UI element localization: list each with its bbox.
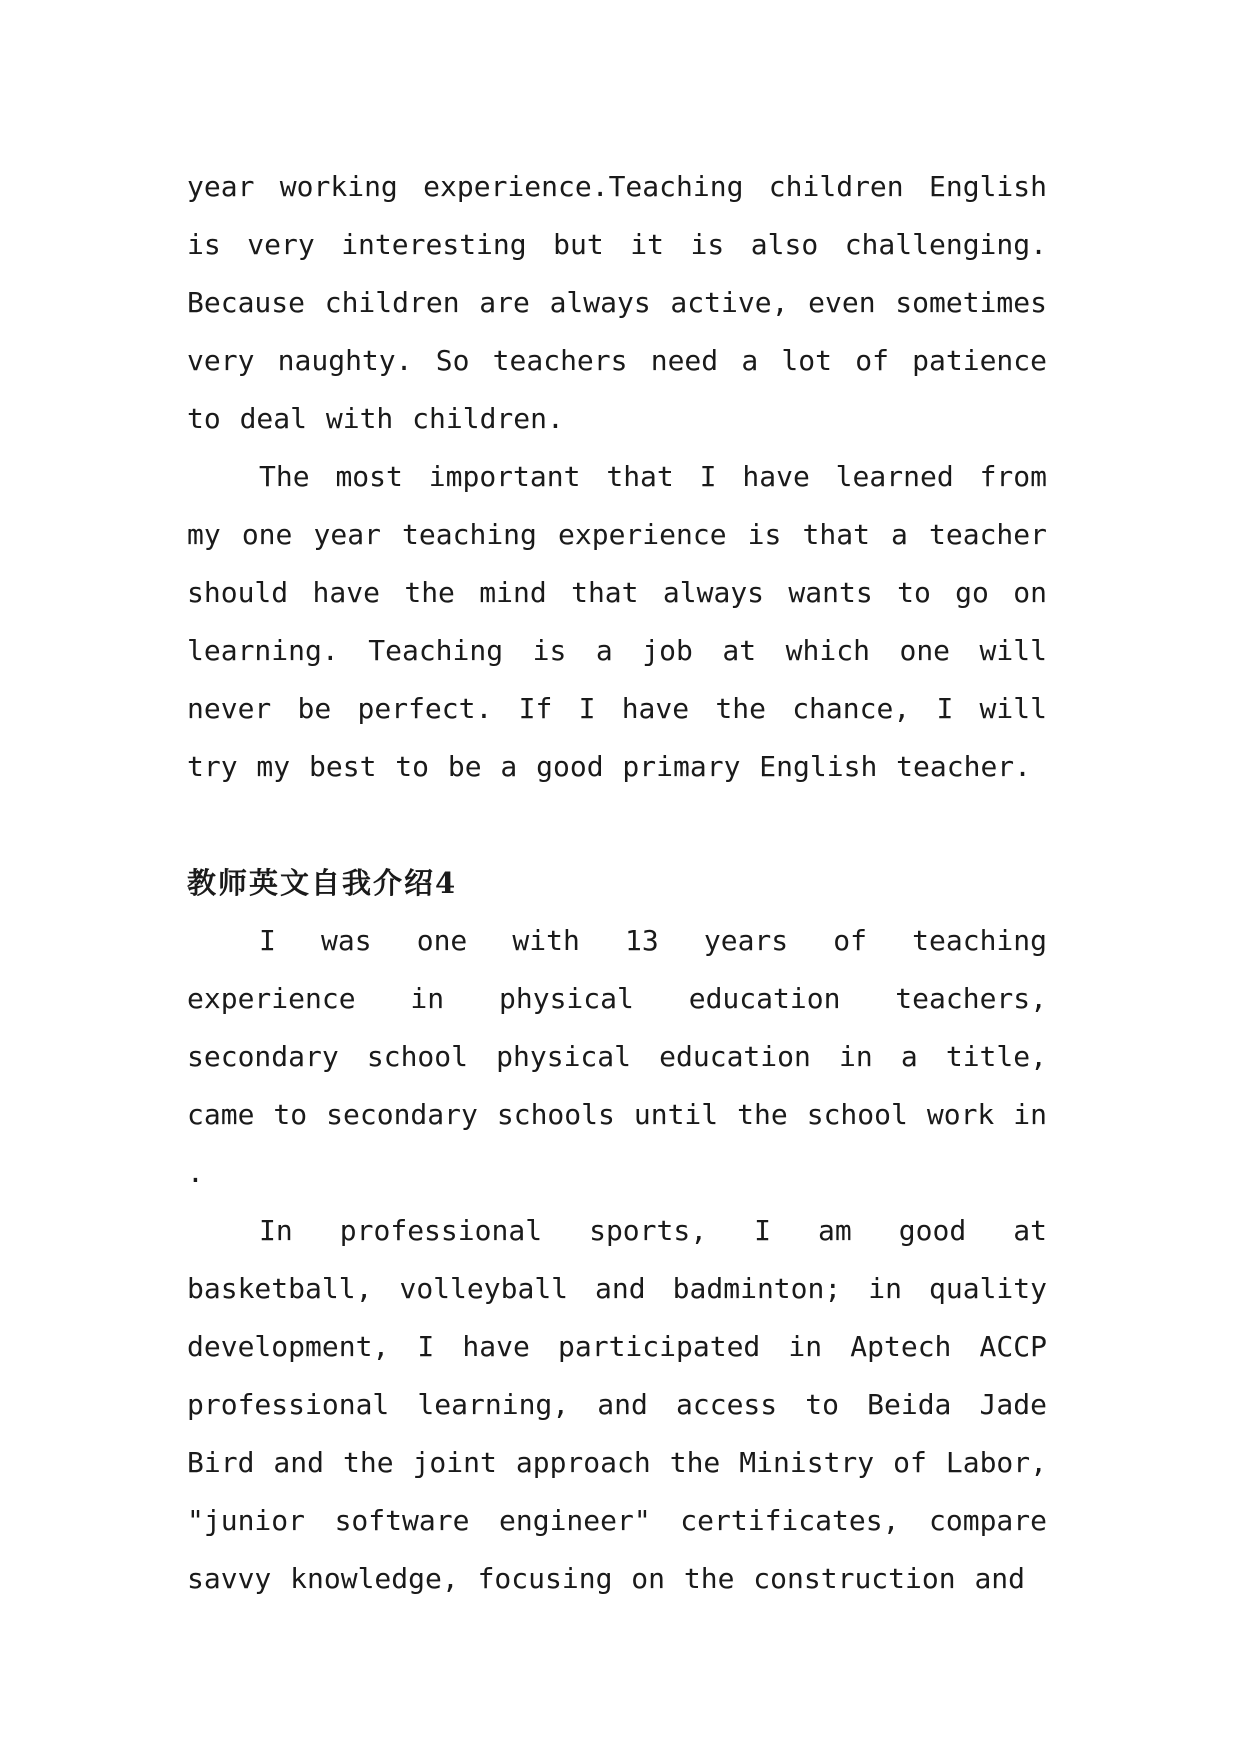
document-body xyxy=(187,158,1047,1608)
paragraph-pe-experience: I was one with 13 years of teaching experience in physical education teachers, secondary school physical education in a title, came to secondary schools until the school work in . xyxy=(187,924,1047,1189)
paragraph-teaching-children: year working experience.Teaching children English is very interesting but it is also challenging. Because children are always active, even sometimes very naughty. So teachers need a lot of patience to deal with children. xyxy=(187,170,1047,435)
section-heading: 教师英文自我介绍4 xyxy=(187,866,458,900)
paragraph-lessons-learned: The most important that I have learned from my one year teaching experience is that a teacher should have the mind that always wants to go on learning. Teaching is a job at which one will never be perfect. If I have the chance, I will try my best to be a good primary English teacher. xyxy=(187,460,1047,783)
paragraph-professional-sports: In professional sports, I am good at basketball, volleyball and badminton; in quality development, I have participated in Aptech ACCP professional learning, and access to Beida Jade Bird and the joint approach the Ministry of Labor, "junior software engineer" certificates, compare savvy knowledge, focusing on the construction and xyxy=(187,1214,1047,1595)
